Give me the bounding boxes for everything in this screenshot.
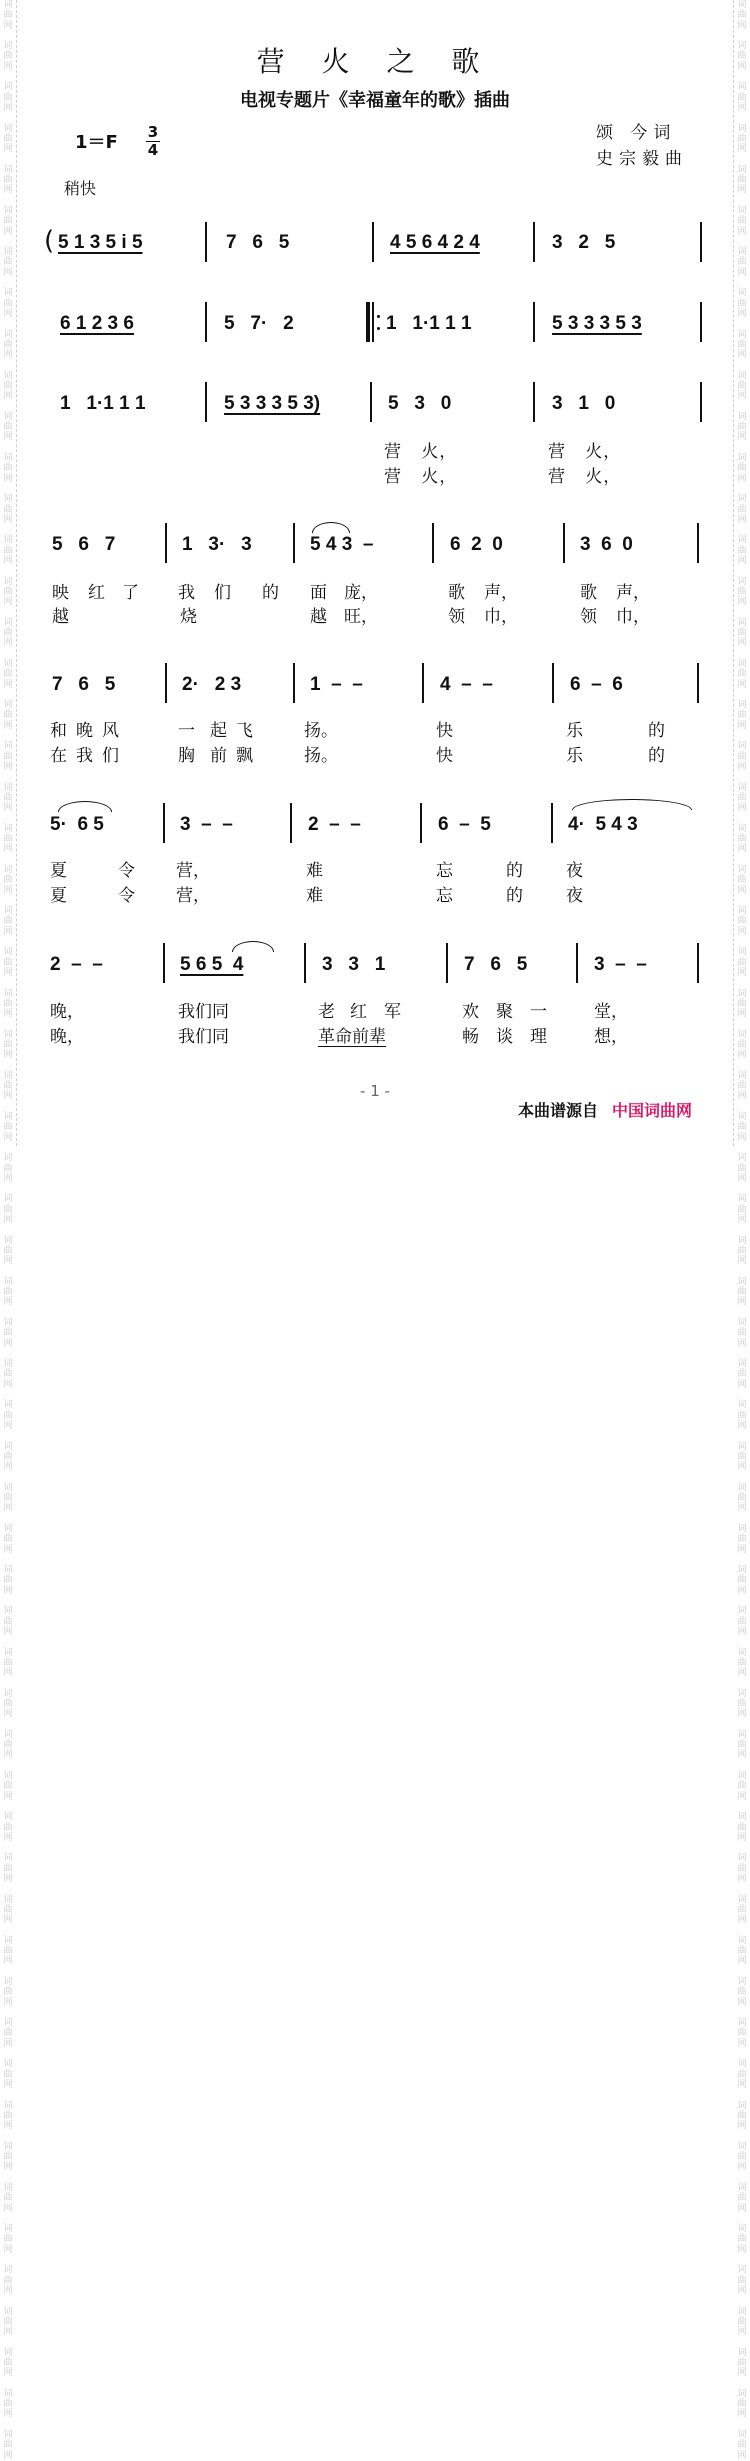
lyric: 我们同	[178, 1002, 229, 1022]
barline	[533, 222, 535, 262]
barline	[700, 302, 702, 342]
barline	[304, 943, 306, 983]
lyric: 歌	[448, 583, 465, 603]
lyric: 忘	[436, 861, 453, 881]
key-signature: 1＝F	[75, 132, 118, 153]
barline	[533, 382, 535, 422]
lyric: 们	[214, 583, 231, 603]
lyric: 前	[210, 746, 227, 766]
measure-3-4: 3 6 0	[580, 534, 633, 555]
lyric: 老	[318, 1002, 335, 1022]
lyric: 欢	[462, 1002, 479, 1022]
measure-4-2: 1 – –	[310, 674, 363, 695]
lyric: 忘	[436, 886, 453, 906]
measure-1-2: 1 1·1 1 1	[386, 313, 472, 334]
lyric: 夜	[566, 886, 583, 906]
composer-credit: 史宗毅曲	[596, 149, 688, 169]
barline	[697, 523, 699, 563]
lyric: 晚	[76, 721, 93, 741]
measure-5-3: 6 – 5	[438, 814, 491, 835]
lyric: 聚	[496, 1002, 513, 1022]
lyric: 风	[102, 721, 119, 741]
measure-6-3: 7 6 5	[464, 954, 528, 975]
measure-4-4: 6 – 6	[570, 674, 623, 695]
measure-2-3: 3 1 0	[552, 393, 616, 414]
lyric: 扬。	[304, 746, 338, 766]
barline	[205, 382, 207, 422]
lyric: 谈	[496, 1027, 513, 1047]
lyric-2-2a: 营 火，	[384, 467, 458, 487]
lyric: 巾，	[616, 607, 650, 627]
slur	[572, 799, 692, 810]
lyric: 令	[118, 861, 135, 881]
measure-2-0: 1 1·1 1 1	[60, 393, 146, 414]
lyric: 起	[210, 721, 227, 741]
lyric: 乐	[566, 746, 583, 766]
lyric: 快	[436, 721, 453, 741]
source-credit	[518, 1098, 692, 1121]
barline	[290, 803, 292, 843]
measure-2-1: 5 3 3 3 5 3)	[224, 393, 321, 414]
lyric: 我们同	[178, 1027, 229, 1047]
barline	[293, 663, 295, 703]
lyric: 理	[530, 1027, 547, 1047]
lyric-2-1a: 营 火，	[384, 442, 458, 462]
lyric: 的	[648, 721, 665, 741]
slur	[312, 522, 350, 533]
lyric: 一	[530, 1002, 547, 1022]
lyric: 军	[384, 1002, 401, 1022]
measure-3-1: 1 3· 3	[182, 534, 252, 555]
lyric: 旺，	[344, 607, 378, 627]
lyric: 快	[436, 746, 453, 766]
measure-5-2: 2 – –	[308, 814, 361, 835]
measure-0-0: 5 1 3 5 i 5	[58, 232, 143, 253]
measure-6-2: 3 3 1	[322, 954, 386, 975]
lyric: 了	[122, 583, 139, 603]
lyric-2-1b: 营 火，	[548, 442, 622, 462]
barline	[697, 663, 699, 703]
lyric: 畅	[462, 1027, 479, 1047]
lyric: 乐	[566, 721, 583, 741]
barline	[205, 302, 207, 342]
lyric: 的	[262, 583, 279, 603]
lyric: 难	[306, 861, 323, 881]
page-number: - 1 -	[360, 1082, 390, 1100]
song-title: 营 火 之 歌	[256, 45, 494, 78]
lyric: 我	[178, 583, 195, 603]
lyric: 红	[88, 583, 105, 603]
barline	[432, 523, 434, 563]
meter-top: 3	[147, 123, 159, 141]
barline	[563, 523, 565, 563]
measure-1-3: 5 3 3 3 5 3	[552, 313, 642, 334]
measure-4-3: 4 – –	[440, 674, 493, 695]
lyric: 领	[580, 607, 597, 627]
meter-bottom: 4	[147, 141, 159, 159]
measure-1-0: 6 1 2 3 6	[60, 313, 134, 334]
barline	[552, 663, 554, 703]
lyric: 飘	[236, 746, 253, 766]
measure-6-4: 3 – –	[594, 954, 647, 975]
barline	[700, 222, 702, 262]
watermark-strip-left: 词曲网 词曲网 词曲网 词曲网 词曲网 词曲网 词曲网 词曲网 词曲网 词曲网 词曲网 词曲网 词曲网 词曲网 词曲网 词曲网 词曲网 词曲网 词曲网 词曲网 词曲网 词曲网 词曲网 词曲网 词曲网 词曲网 词曲网 词曲网 词曲网 词曲网 词曲网 词曲网 词曲网 词曲网 词曲网 词曲网 词曲网 词曲网 词曲网 词曲网 词曲网 词曲网 词曲网 词曲网 词曲网 词曲网 词曲网 词曲网 词曲网 词曲网 词曲网 词曲网 词曲网 词曲网 词曲网 词曲网 词曲网 词曲网 词曲网 词曲网	[0, 0, 17, 1146]
lyric: 在	[50, 746, 67, 766]
lyric: 想，	[594, 1027, 628, 1047]
lyric: 领	[448, 607, 465, 627]
lyric: 我	[76, 746, 93, 766]
barline	[576, 943, 578, 983]
barline	[372, 222, 374, 262]
lyric: 和	[50, 721, 67, 741]
lyric: 歌	[580, 583, 597, 603]
measure-6-0: 2 – –	[50, 954, 103, 975]
measure-3-2: 5 4 3 –	[310, 534, 374, 555]
barline	[446, 943, 448, 983]
slur	[58, 801, 112, 812]
measure-5-0: 5· 6 5	[50, 814, 104, 835]
lyric: 烧	[180, 607, 197, 627]
tempo-marking: 稍快	[64, 179, 97, 198]
source-site-link[interactable]: 中国词曲网	[612, 1101, 693, 1120]
lyric: 堂，	[594, 1002, 628, 1022]
lyric: 扬。	[304, 721, 338, 741]
time-signature	[146, 124, 160, 159]
barline	[370, 382, 372, 422]
lyric: 晚，	[50, 1027, 84, 1047]
lyric: 的	[506, 886, 523, 906]
repeat-thick-bar	[366, 302, 370, 342]
measure-0-2: 4 5 6 4 2 4	[390, 232, 480, 253]
barline	[163, 943, 165, 983]
measure-5-4: 4· 5 4 3	[568, 814, 638, 835]
barline	[293, 523, 295, 563]
lyric: 夏	[50, 886, 67, 906]
lyric: 难	[306, 886, 323, 906]
barline	[165, 523, 167, 563]
measure-2-2: 5 3 0	[388, 393, 452, 414]
measure-0-3: 3 2 5	[552, 232, 616, 253]
measure-1-1: 5 7· 2	[224, 313, 294, 334]
lyric: 们	[102, 746, 119, 766]
barline	[700, 382, 702, 422]
measure-0-1: 7 6 5	[226, 232, 290, 253]
lyric: 夜	[566, 861, 583, 881]
lyric: 巾，	[484, 607, 518, 627]
lyric: 令	[118, 886, 135, 906]
lyric: 声，	[484, 583, 518, 603]
measure-4-1: 2· 2 3	[182, 674, 242, 695]
lyric: 胸	[178, 746, 195, 766]
lyric: 面	[310, 583, 327, 603]
measure-3-3: 6 2 0	[450, 534, 503, 555]
slur	[232, 941, 274, 952]
lyric: 声，	[616, 583, 650, 603]
lyric: 夏	[50, 861, 67, 881]
barline	[163, 803, 165, 843]
measure-4-0: 7 6 5	[52, 674, 116, 695]
repeat-thin-bar	[372, 302, 374, 342]
repeat-dot	[377, 315, 380, 318]
lyric: 的	[648, 746, 665, 766]
lyric: 的	[506, 861, 523, 881]
barline	[422, 663, 424, 703]
intro-open-paren: (	[44, 226, 55, 256]
lyric: 飞	[236, 721, 253, 741]
source-label: 本曲谱源自	[518, 1101, 599, 1120]
barline	[420, 803, 422, 843]
repeat-dot	[377, 327, 380, 330]
barline	[165, 663, 167, 703]
lyric: 越	[310, 607, 327, 627]
lyric: 越	[52, 607, 69, 627]
barline	[533, 302, 535, 342]
watermark-strip-right: 词曲网 词曲网 词曲网 词曲网 词曲网 词曲网 词曲网 词曲网 词曲网 词曲网 词曲网 词曲网 词曲网 词曲网 词曲网 词曲网 词曲网 词曲网 词曲网 词曲网 词曲网 词曲网 词曲网 词曲网 词曲网 词曲网 词曲网 词曲网 词曲网 词曲网 词曲网 词曲网 词曲网 词曲网 词曲网 词曲网 词曲网 词曲网 词曲网 词曲网 词曲网 词曲网 词曲网 词曲网 词曲网 词曲网 词曲网 词曲网 词曲网 词曲网 词曲网 词曲网 词曲网 词曲网 词曲网 词曲网 词曲网 词曲网 词曲网 词曲网	[733, 0, 750, 1146]
measure-3-0: 5 6 7	[52, 534, 116, 555]
lyric: 晚，	[50, 1002, 84, 1022]
lyric: 一	[178, 721, 195, 741]
song-subtitle: 电视专题片《幸福童年的歌》插曲	[240, 90, 510, 111]
lyric: 映	[52, 583, 69, 603]
lyric: 红	[350, 1002, 367, 1022]
measure-5-1: 3 – –	[180, 814, 233, 835]
barline	[697, 943, 699, 983]
lyric: 营，	[176, 861, 210, 881]
lyric: 革命前辈	[318, 1027, 386, 1047]
measure-6-1: 5 6 5 4	[180, 954, 244, 975]
barline	[205, 222, 207, 262]
lyric: 营，	[176, 886, 210, 906]
lyric-2-2b: 营 火，	[548, 467, 622, 487]
barline	[551, 803, 553, 843]
lyric: 庞，	[344, 583, 378, 603]
lyricist-credit: 颂 今词	[596, 123, 677, 143]
